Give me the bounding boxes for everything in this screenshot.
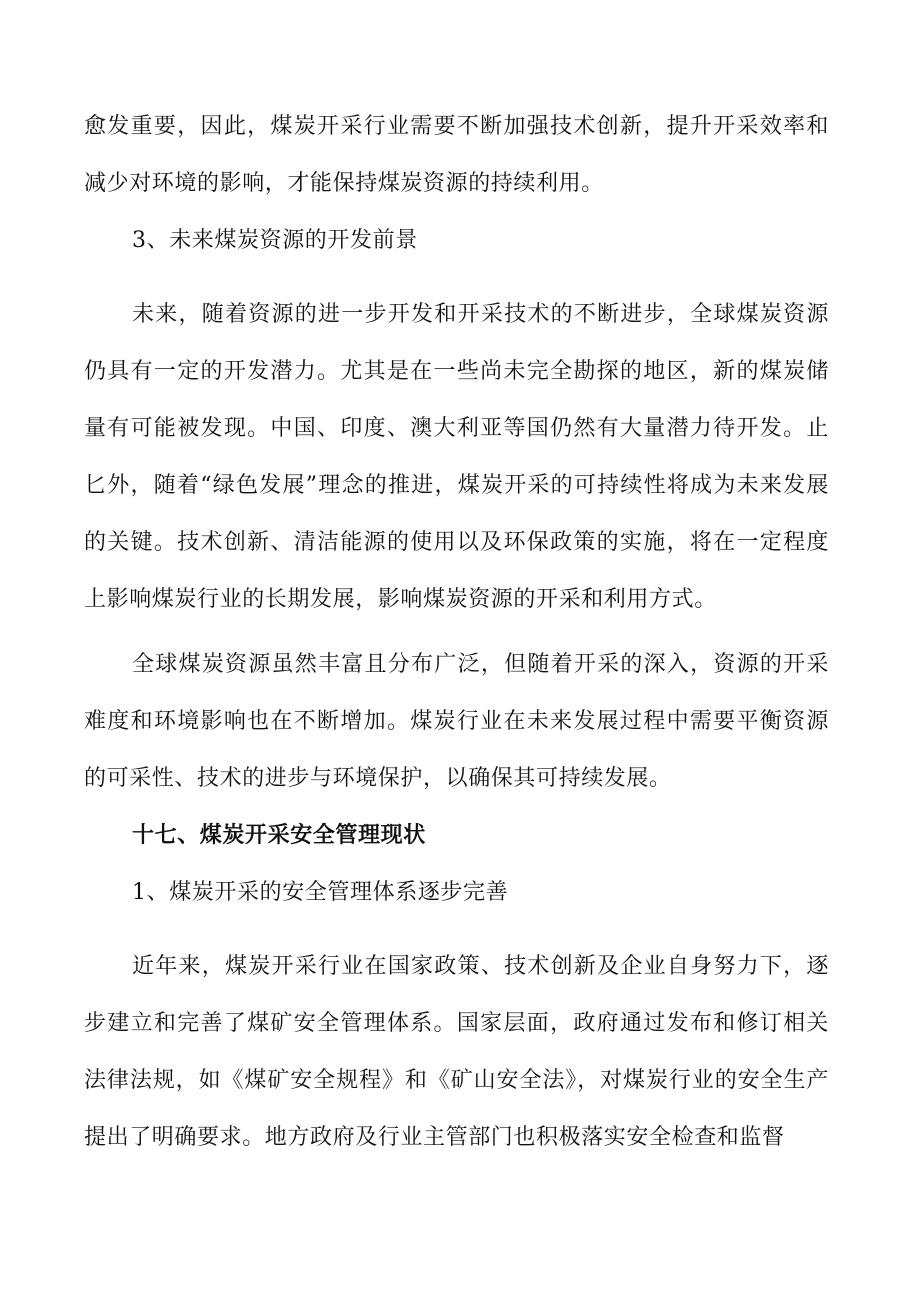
section-heading-17: 十七、煤炭开采安全管理现状: [132, 822, 426, 848]
paragraph-safety-system: 近年来，煤炭开采行业在国家政策、技术创新及企业自身努力下，逐步建立和完善了煤矿安全管理体系。国家层面，政府通过发布和修订相关法律法规，如《煤矿安全规程》和《矿山安全法》，对煤炭行业的安全生产提出了明确要求。地方政府及行业主管部门也积极落实安全检查和监督: [84, 954, 829, 1150]
subsection-heading-1: 1、煤炭开采的安全管理体系逐步完善: [132, 880, 509, 905]
subsection-heading-3: 3、未来煤炭资源的开发前景: [132, 228, 418, 253]
paragraph-continuation: 愈发重要，因此，煤炭开采行业需要不断加强技术创新，提升开采效率和减少对环境的影响，才能保持煤炭资源的持续利用。: [84, 114, 829, 196]
paragraph-summary: 全球煤炭资源虽然丰富且分布广泛，但随着开采的深入，资源的开采难度和环境影响也在不断增加。煤炭行业在未来发展过程中需要平衡资源的可采性、技术的进步与环境保护，以确保其可持续发展。: [84, 652, 829, 791]
paragraph-future-prospects: 未来，随着资源的进一步开发和开采技术的不断进步，全球煤炭资源仍具有一定的开发潜力。尤其是在一些尚未完全勘探的地区，新的煤炭储量有可能被发现。中国、印度、澳大利亚等国仍然有大量潜力待开发。止匕外，随着“绿色发展”理念的推进，煤炭开采的可持续性将成为未来发展的关键。技术创新、清洁能源的使用以及环保政策的实施，将在一定程度上影响煤炭行业的长期发展，影响煤炭资源的开采和利用方式。: [84, 302, 829, 612]
document-body: [84, 98, 829, 1166]
